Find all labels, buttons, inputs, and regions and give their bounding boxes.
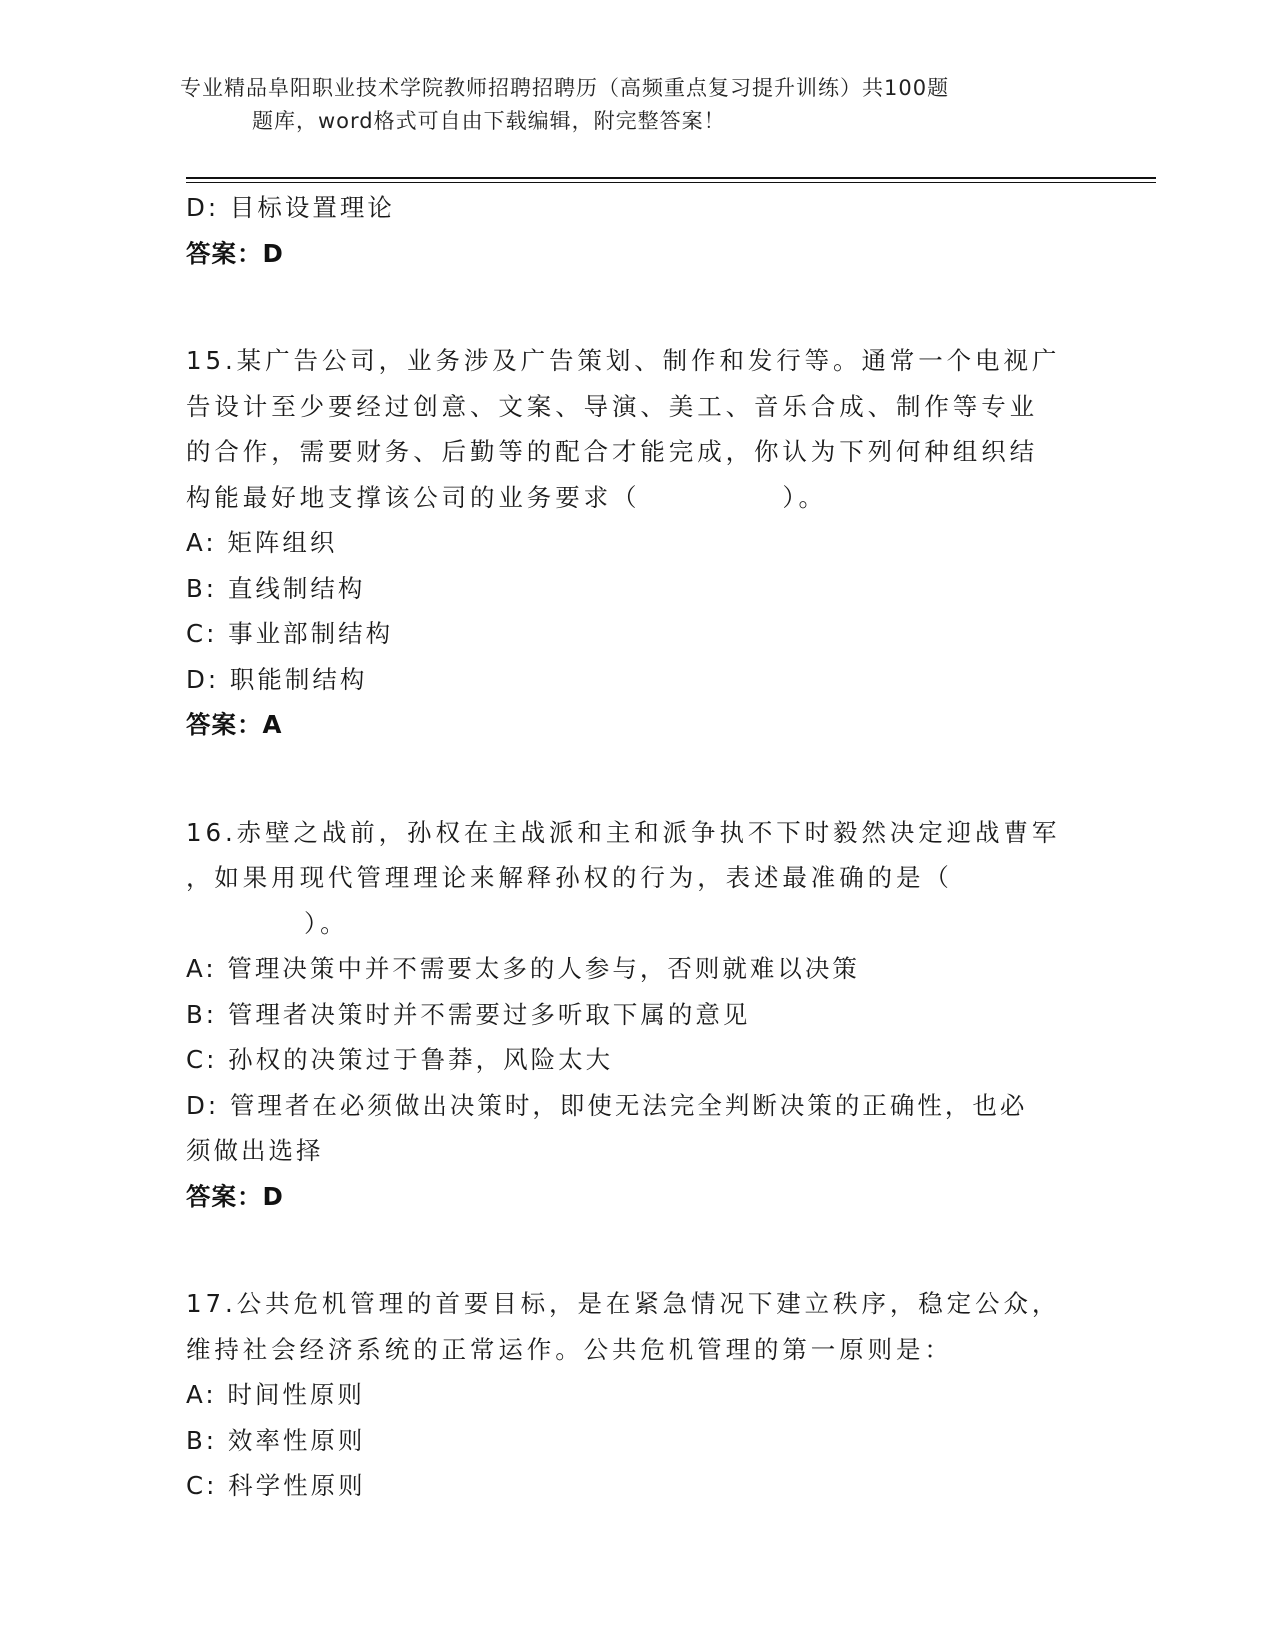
header-divider-thick (186, 177, 1156, 179)
q16-stem-line: ，如果用现代管理理论来解释孙权的行为，表述最准确的是（ (186, 863, 953, 892)
q14-option-d: D: 目标设置理论 (186, 193, 395, 222)
q15-stem-line: 告设计至少要经过创意、文案、导演、美工、音乐合成、制作等专业 (186, 391, 1038, 421)
question-17 (186, 1281, 1086, 1509)
document-body (186, 185, 1086, 1509)
q16-stem-line-text: ）。 (304, 908, 349, 938)
q17-option-a: A: 时间性原则 (186, 1380, 365, 1409)
q15-stem-line: 15.某广告公司，业务涉及广告策划、制作和发行等。通常一个电视广 (186, 346, 1061, 375)
q17-option-b: B: 效率性原则 (186, 1425, 366, 1455)
document-header (180, 72, 1060, 138)
q16-stem-line (186, 901, 1066, 947)
q16-answer: 答案：D (186, 1181, 284, 1211)
q14-answer: 答案：D (186, 238, 284, 268)
q16-option-b: B: 管理者决策时并不需要过多听取下属的意见 (186, 999, 751, 1029)
question-15 (186, 338, 1086, 748)
spacer (186, 748, 1086, 810)
q17-stem-line: 17.公共危机管理的首要目标，是在紧急情况下建立秩序，稳定公众， (186, 1289, 1061, 1318)
q16-option-d-cont: 须做出选择 (186, 1136, 324, 1165)
q15-stem-line: 构能最好地支撑该公司的业务要求（ ）。 (186, 482, 827, 512)
spacer (186, 276, 1086, 338)
q15-option-c: C: 事业部制结构 (186, 619, 394, 648)
q15-option-d: D: 职能制结构 (186, 664, 368, 694)
q15-stem-line: 的合作，需要财务、后勤等的配合才能完成，你认为下列何种组织结 (186, 437, 1038, 466)
q15-option-b: B: 直线制结构 (186, 573, 366, 603)
q16-option-c: C: 孙权的决策过于鲁莽，风险太大 (186, 1045, 614, 1074)
q16-stem-line: 16.赤壁之战前，孙权在主战派和主和派争执不下时毅然决定迎战曹军 (186, 817, 1061, 847)
q15-answer: 答案：A (186, 710, 283, 739)
header-title-line1: 专业精品阜阳职业技术学院教师招聘招聘历（高频重点复习提升训练）共100题 (180, 76, 950, 100)
q15-option-a: A: 矩阵组织 (186, 528, 338, 557)
q17-stem-line: 维持社会经济系统的正常运作。公共危机管理的第一原则是： (186, 1334, 953, 1364)
question-16 (186, 810, 1086, 1220)
q16-option-d: D: 管理者在必须做出决策时，即使无法完全判断决策的正确性，也必 (186, 1090, 1028, 1120)
q17-option-c: C: 科学性原则 (186, 1471, 366, 1500)
header-title-line2: 题库，word格式可自由下载编辑，附完整答案！ (252, 109, 726, 133)
q16-option-a: A: 管理决策中并不需要太多的人参与，否则就难以决策 (186, 954, 860, 983)
header-divider-thin (186, 182, 1156, 183)
spacer (186, 1219, 1086, 1281)
